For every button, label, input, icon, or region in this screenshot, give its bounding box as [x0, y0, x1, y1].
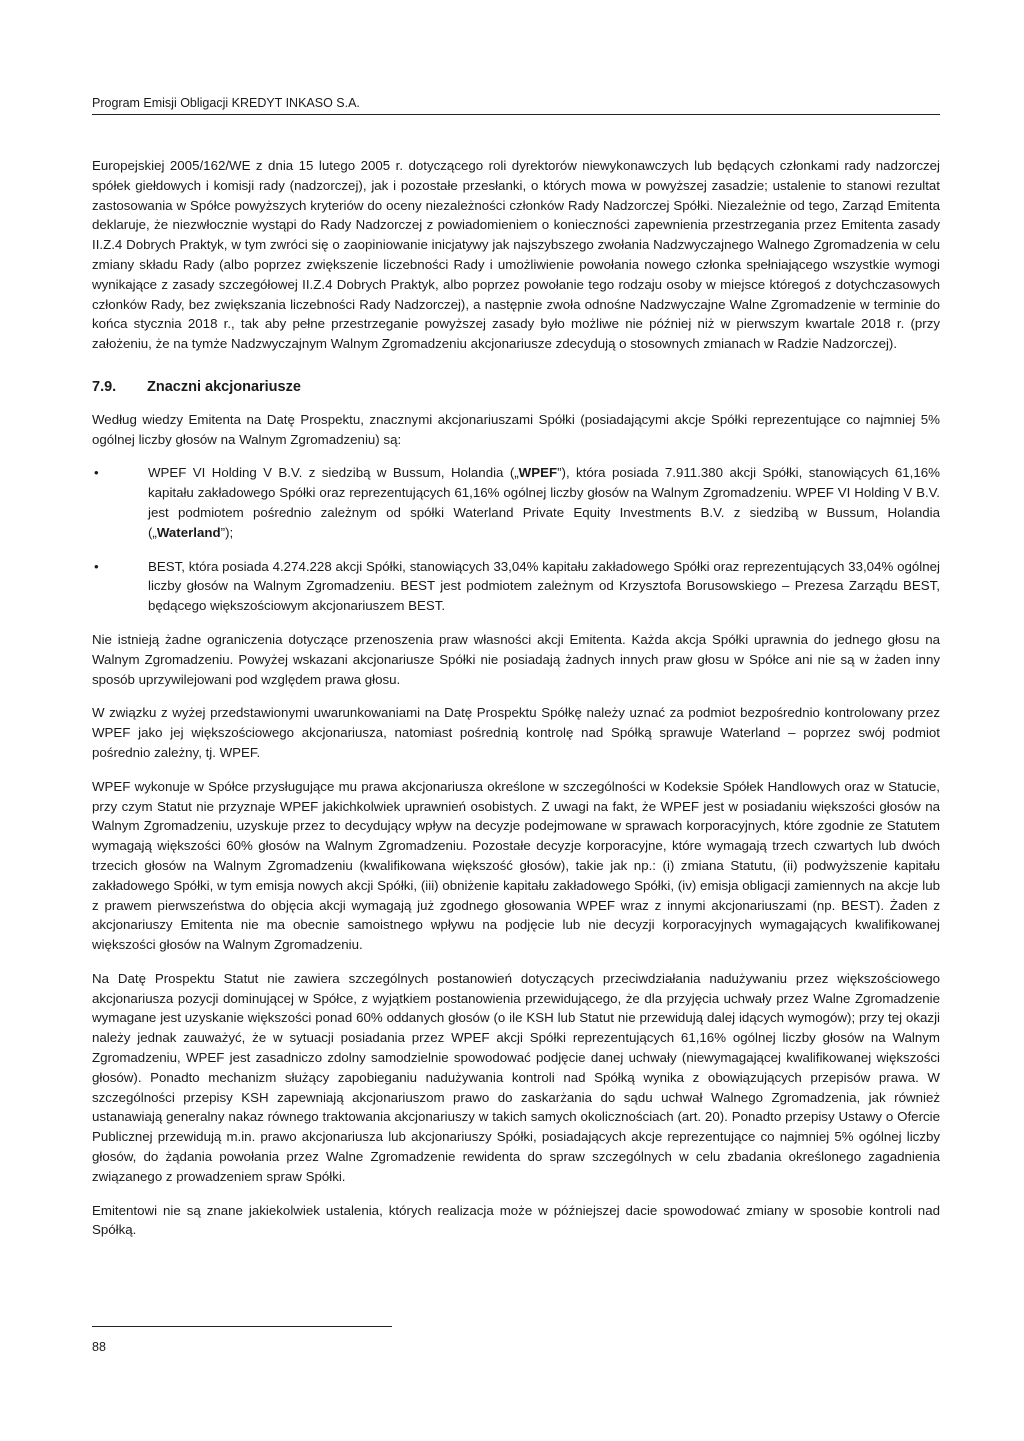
defined-term: Waterland: [156, 524, 221, 540]
bullet-icon: •: [94, 465, 99, 481]
running-header: [92, 96, 940, 115]
list-item-text: ”);: [220, 524, 234, 540]
section-number: 7.9.: [92, 378, 117, 395]
defined-term: WPEF: [518, 465, 558, 481]
page-content: [92, 156, 940, 1254]
footer-divider: [92, 1326, 392, 1327]
list-item: [92, 557, 940, 616]
header-title: Program Emisji Obligacji KREDYT INKASO S.A.: [92, 96, 360, 110]
list-item-text: BEST, która posiada 4.274.228 akcji Spółki, stanowiących 33,04% kapitału zakładowego Spółki oraz reprezentujących 33,04% ogólnej liczby głosów na Walnym Zgromadzeniu. BEST jest podmiotem zależnym od Krzysztofa Borusowskiego – Prezesa Zarządu BEST, będącego większościowym akcjonariuszem BEST.: [148, 558, 940, 614]
list-item-text: ”), która posiada 7.911.380 akcji Spółki, stanowiących 61,16% kapitału zakładowego Spółki oraz reprezentujących 61,16% ogólnej liczby głosów na Walnym Zgromadzeniu. WPEF VI Holding V B.V. jest podmiotem pośrednio zależnym od spółki Waterland Private Equity Investments B.V. z siedzibą w Bussum, Holandia („: [148, 465, 940, 540]
paragraph: WPEF wykonuje w Spółce przysługujące mu prawa akcjonariusza określone w szczególności w Kodeksie Spółek Handlowych oraz w Statucie, przy czym Statut nie przyznaje WPEF jakichkolwiek uprawnień osobistych. Z uwagi na fakt, że WPEF jest w posiadaniu większości głosów na Walnym Zgromadzeniu, uzyskuje przez to decydujący wpływ na decyzje podejmowane w sprawach korporacyjnych, które zgodnie ze Statutem wymagają większości 60% głosów na Walnym Zgromadzeniu. Pozostałe decyzje korporacyjne, które wymagają trzech czwartych lub dwóch trzecich głosów na Walnym Zgromadzeniu (kwalifikowana większość głosów), takie jak np.: (i) zmiana Statutu, (ii) podwyższenie kapitału zakładowego Spółki, w tym emisja nowych akcji Spółki, (iii) obniżenie kapitału zakładowego Spółki, (iv) emisja obligacji zamiennych na akcje lub z prawem pierwszeństwa do objęcia akcji wymagają już zgodnego głosowania WPEF wraz z innymi akcjonariuszami (np. BEST). Żaden z akcjonariuszy Emitenta nie ma obecnie samoistnego wpływu na podjęcie lub nie decyzji korporacyjnych wymagających kwalifikowanej większości głosów na Walnym Zgromadzeniu.: [92, 778, 940, 953]
paragraph: Europejskiej 2005/162/WE z dnia 15 lutego 2005 r. dotyczącego roli dyrektorów niewykonawczych lub będących członkami rady nadzorczej spółek giełdowych i komisji rady (nadzorczej), jak i pozostałe przesłanki, o których mowa w powyższej zasadzie; ustalenie to stanowi rezultat zastosowania w Spółce powyższych kryteriów do oceny niezależności członków Rady Nadzorczej Spółki. Niezależnie od tego, Zarząd Emitenta deklaruje, że niezwłocznie wystąpi do Rady Nadzorczej z powiadomieniem o konieczności zapewnienia przestrzegania przez Emitenta zasady II.Z.4 Dobrych Praktyk, w tym zwróci się o zaopiniowanie inicjatywy jak najszybszego zwołania Nadzwyczajnego Walnego Zgromadzenia w celu zmiany składu Rady (albo poprzez zwiększenie liczebności Rady i umożliwienie powołania nowego członka spełniającego wszystkie wymogi wynikające z zasady szczegółowej II.Z.4 Dobrych Praktyk, albo poprzez powołanie tego rodzaju osoby w miejsce któregoś z dotychczasowych członków Rady, bez zwiększania liczebności Rady Nadzorczej), a następnie zwoła odnośne Nadzwyczajne Walne Zgromadzenie w terminie do końca stycznia 2018 r., tak aby pełne przestrzeganie powyższej zasady było możliwe nie później niż w pierwszym kwartale 2018 r. (przy założeniu, że na tymże Nadzwyczajnym Walnym Zgromadzeniu akcjonariusze zdecydują o stosownych zmianach w Radzie Nadzorczej).: [92, 158, 940, 352]
list-item-text: WPEF VI Holding V B.V. z siedzibą w Bussum, Holandia („: [148, 465, 519, 481]
page-number: 88: [92, 1340, 106, 1354]
section-title: Znaczni akcjonariusze: [147, 378, 301, 395]
shareholder-list: [92, 463, 940, 616]
list-item: [92, 463, 940, 542]
paragraph: Nie istnieją żadne ograniczenia dotyczące przenoszenia praw własności akcji Emitenta. Każda akcja Spółki uprawnia do jednego głosu na Walnym Zgromadzeniu. Powyżej wskazani akcjonariusze Spółki nie posiadają żadnych innych praw głosu w Spółce ani nie są w żaden inny sposób uprzywilejowani pod względem prawa głosu.: [92, 631, 940, 687]
paragraph: W związku z wyżej przedstawionymi uwarunkowaniami na Datę Prospektu Spółkę należy uznać za podmiot bezpośrednio kontrolowany przez WPEF jako jej większościowego akcjonariusza, natomiast pośrednią kontrolę nad Spółką sprawuje Waterland – poprzez swój podmiot pośrednio zależny, tj. WPEF.: [92, 705, 940, 760]
paragraph: Emitentowi nie są znane jakiekolwiek ustalenia, których realizacja może w późniejszej dacie spowodować zmiany w sposobie kontroli nad Spółką.: [92, 1202, 940, 1238]
bullet-icon: •: [94, 558, 99, 574]
paragraph: Według wiedzy Emitenta na Datę Prospektu, znacznymi akcjonariuszami Spółki (posiadającymi akcje Spółki reprezentujące co najmniej 5% ogólnej liczby głosów na Walnym Zgromadzeniu) są:: [92, 411, 940, 447]
section-heading: [92, 378, 940, 398]
paragraph: Na Datę Prospektu Statut nie zawiera szczególnych postanowień dotyczących przeciwdziałania nadużywaniu przez większościowego akcjonariusza pozycji dominującej w Spółce, z wyjątkiem postanowienia przewidującego, że dla przyjęcia uchwały przez Walne Zgromadzenie wymagane jest uzyskanie większości ponad 60% oddanych głosów (o ile KSH lub Statut nie przewidują dalej idących wymogów); przy tej okazji należy jednak zauważyć, że w sytuacji posiadania przez WPEF akcji Spółki reprezentujących 61,16% ogólnej liczby głosów na Walnym Zgromadzeniu, WPEF jest zasadniczo zdolny samodzielnie spowodować podjęcie danej uchwały (niewymagającej kwalifikowanej większości głosów). Ponadto mechanizm służący zapobieganiu nadużywania kontroli nad Spółką wynika z obowiązujących przepisów prawa. W szczególności przepisy KSH zapewniają akcjonariuszom prawo do zaskarżania do sądu uchwał Walnego Zgromadzenia, jak również ustanawiają generalny nakaz równego traktowania akcjonariuszy w takich samych okolicznościach (art. 20). Ponadto przepisy Ustawy o Ofercie Publicznej przewidują m.in. prawo akcjonariusza lub akcjonariuszy Spółki, posiadających akcje reprezentujące co najmniej 5% ogólnej liczby głosów, do żądania powołania przez Walne Zgromadzenie rewidenta do spraw szczególnych w celu zbadania określonego zagadnienia związanego z prowadzeniem spraw Spółki.: [92, 970, 940, 1184]
